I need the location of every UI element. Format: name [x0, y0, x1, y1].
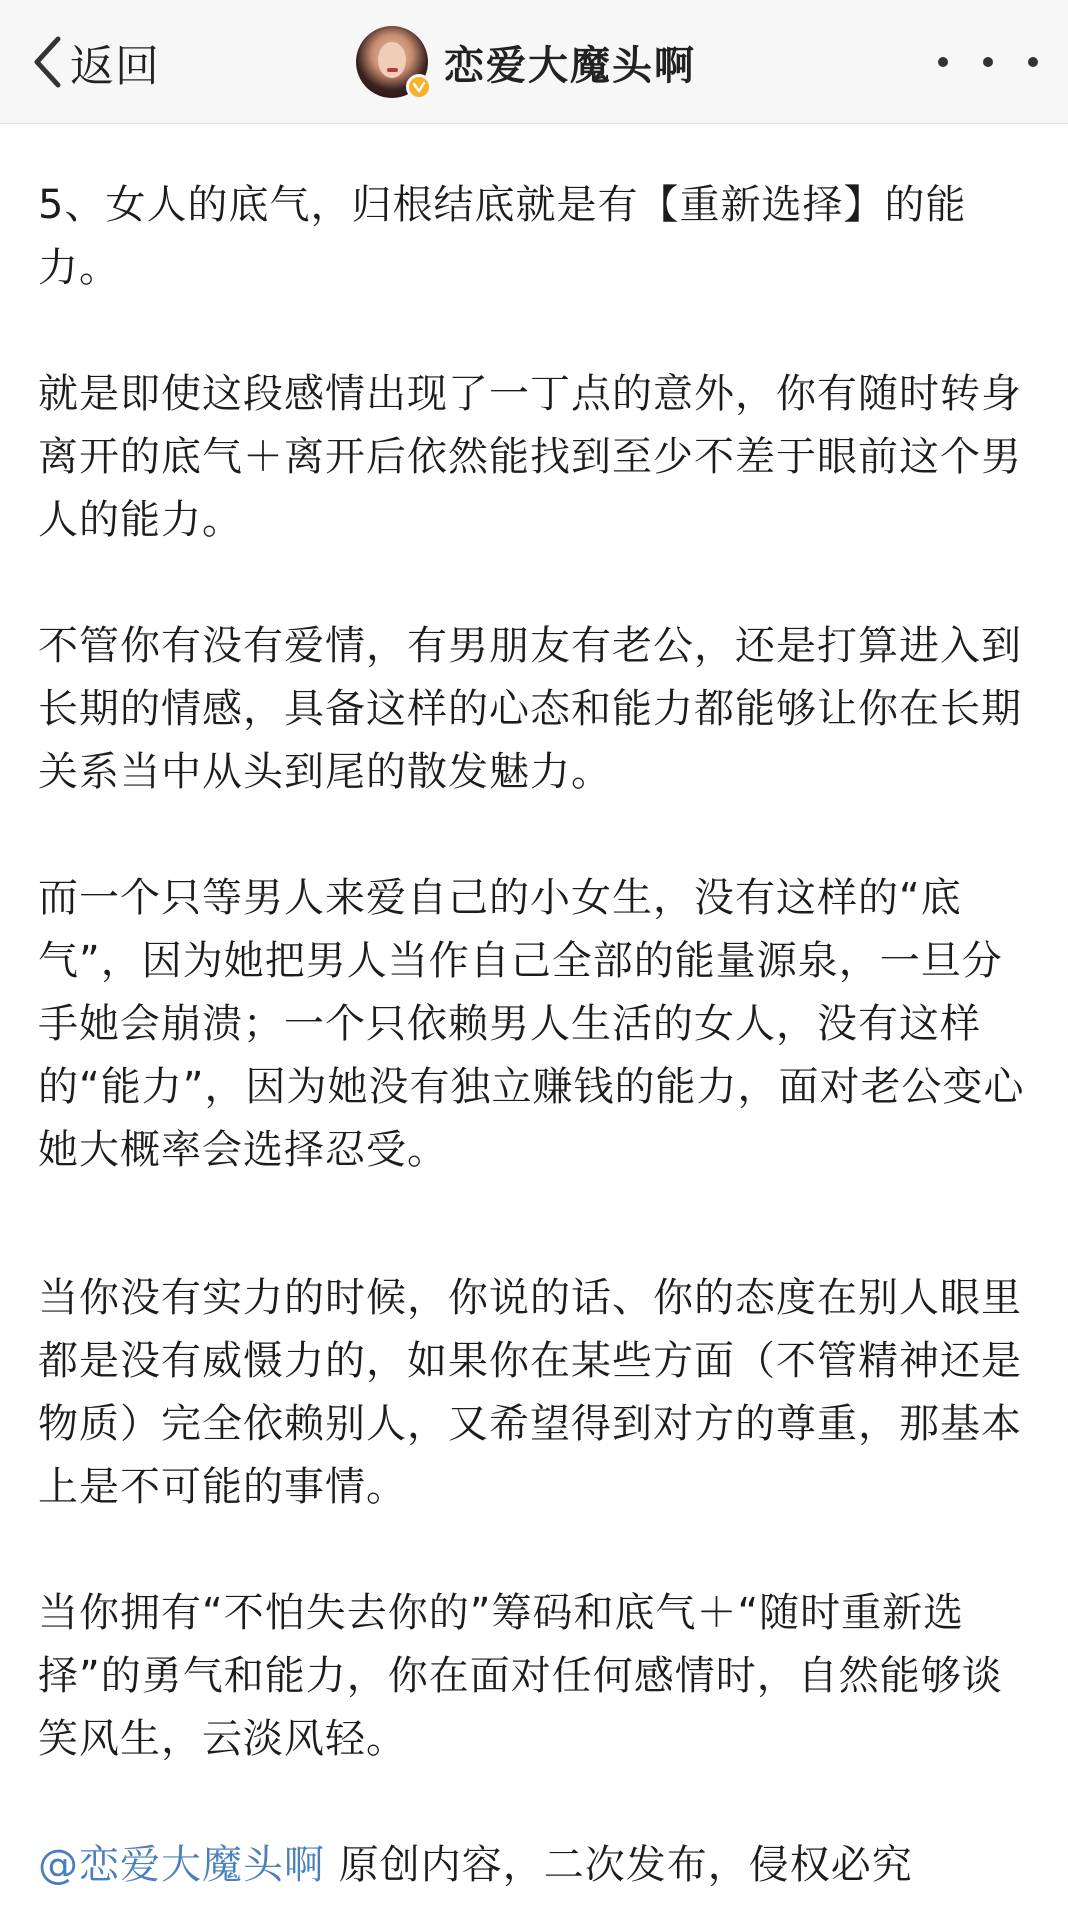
- top-nav-bar: [0, 0, 1068, 124]
- author-mention-link[interactable]: @恋爱大魔头啊: [38, 1842, 325, 1888]
- avatar-lips: [387, 68, 398, 72]
- user-avatar[interactable]: [356, 26, 428, 98]
- more-dots-icon[interactable]: [938, 50, 1038, 74]
- paragraph-gap: [38, 1519, 1028, 1582]
- copyright-notice: 原创内容，二次发布，侵权必究: [325, 1842, 913, 1888]
- page-title: 恋爱大魔头啊: [444, 42, 696, 89]
- article-paragraph: 当你没有实力的时候，你说的话、你的态度在别人眼里都是没有威慑力的，如果你在某些方面（不管精神还是物质）完全依赖别人，又希望得到对方的尊重，那基本上是不可能的事情。: [38, 1275, 1022, 1510]
- nav-title-group[interactable]: [356, 24, 696, 100]
- paragraph-gap: [38, 552, 1028, 615]
- article-paragraph: 不管你有没有爱情，有男朋友有老公，还是打算进入到长期的情感，具备这样的心态和能力都能够让你在长期关系当中从头到尾的散发魅力。: [38, 623, 1022, 795]
- article-paragraph: 就是即使这段感情出现了一丁点的意外，你有随时转身离开的底气＋离开后依然能找到至少不差于眼前这个男人的能力。: [38, 371, 1022, 543]
- article-paragraph: 当你拥有“不怕失去你的”筹码和底气＋“随时重新选择”的勇气和能力，你在面对任何感情时，自然能够谈笑风生，云淡风轻。: [38, 1590, 1003, 1762]
- back-button[interactable]: [32, 30, 160, 94]
- dot: [938, 57, 948, 67]
- dot: [983, 57, 993, 67]
- article-paragraph: 5、女人的底气，归根结底就是有【重新选择】的能力。: [38, 182, 967, 291]
- verified-badge-icon: [406, 74, 432, 100]
- back-label: 返回: [70, 41, 160, 92]
- article-paragraph: 而一个只等男人来爱自己的小女生，没有这样的“底气”，因为她把男人当作自己全部的能量源泉，一旦分手她会崩溃；一个只依赖男人生活的女人，没有这样的“能力”，因为她没有独立赚钱的能力，面对老公变心她大概率会选择忍受。: [38, 875, 1025, 1173]
- chevron-left-icon: [32, 35, 62, 89]
- paragraph-gap: [38, 804, 1028, 867]
- paragraph-gap: [38, 1182, 1028, 1267]
- paragraph-gap: [38, 300, 1028, 363]
- dot: [1028, 57, 1038, 67]
- article-body: [38, 174, 1028, 1897]
- article-footer: [38, 1834, 1028, 1897]
- paragraph-gap: [38, 1771, 1028, 1834]
- avatar-face: [378, 42, 406, 78]
